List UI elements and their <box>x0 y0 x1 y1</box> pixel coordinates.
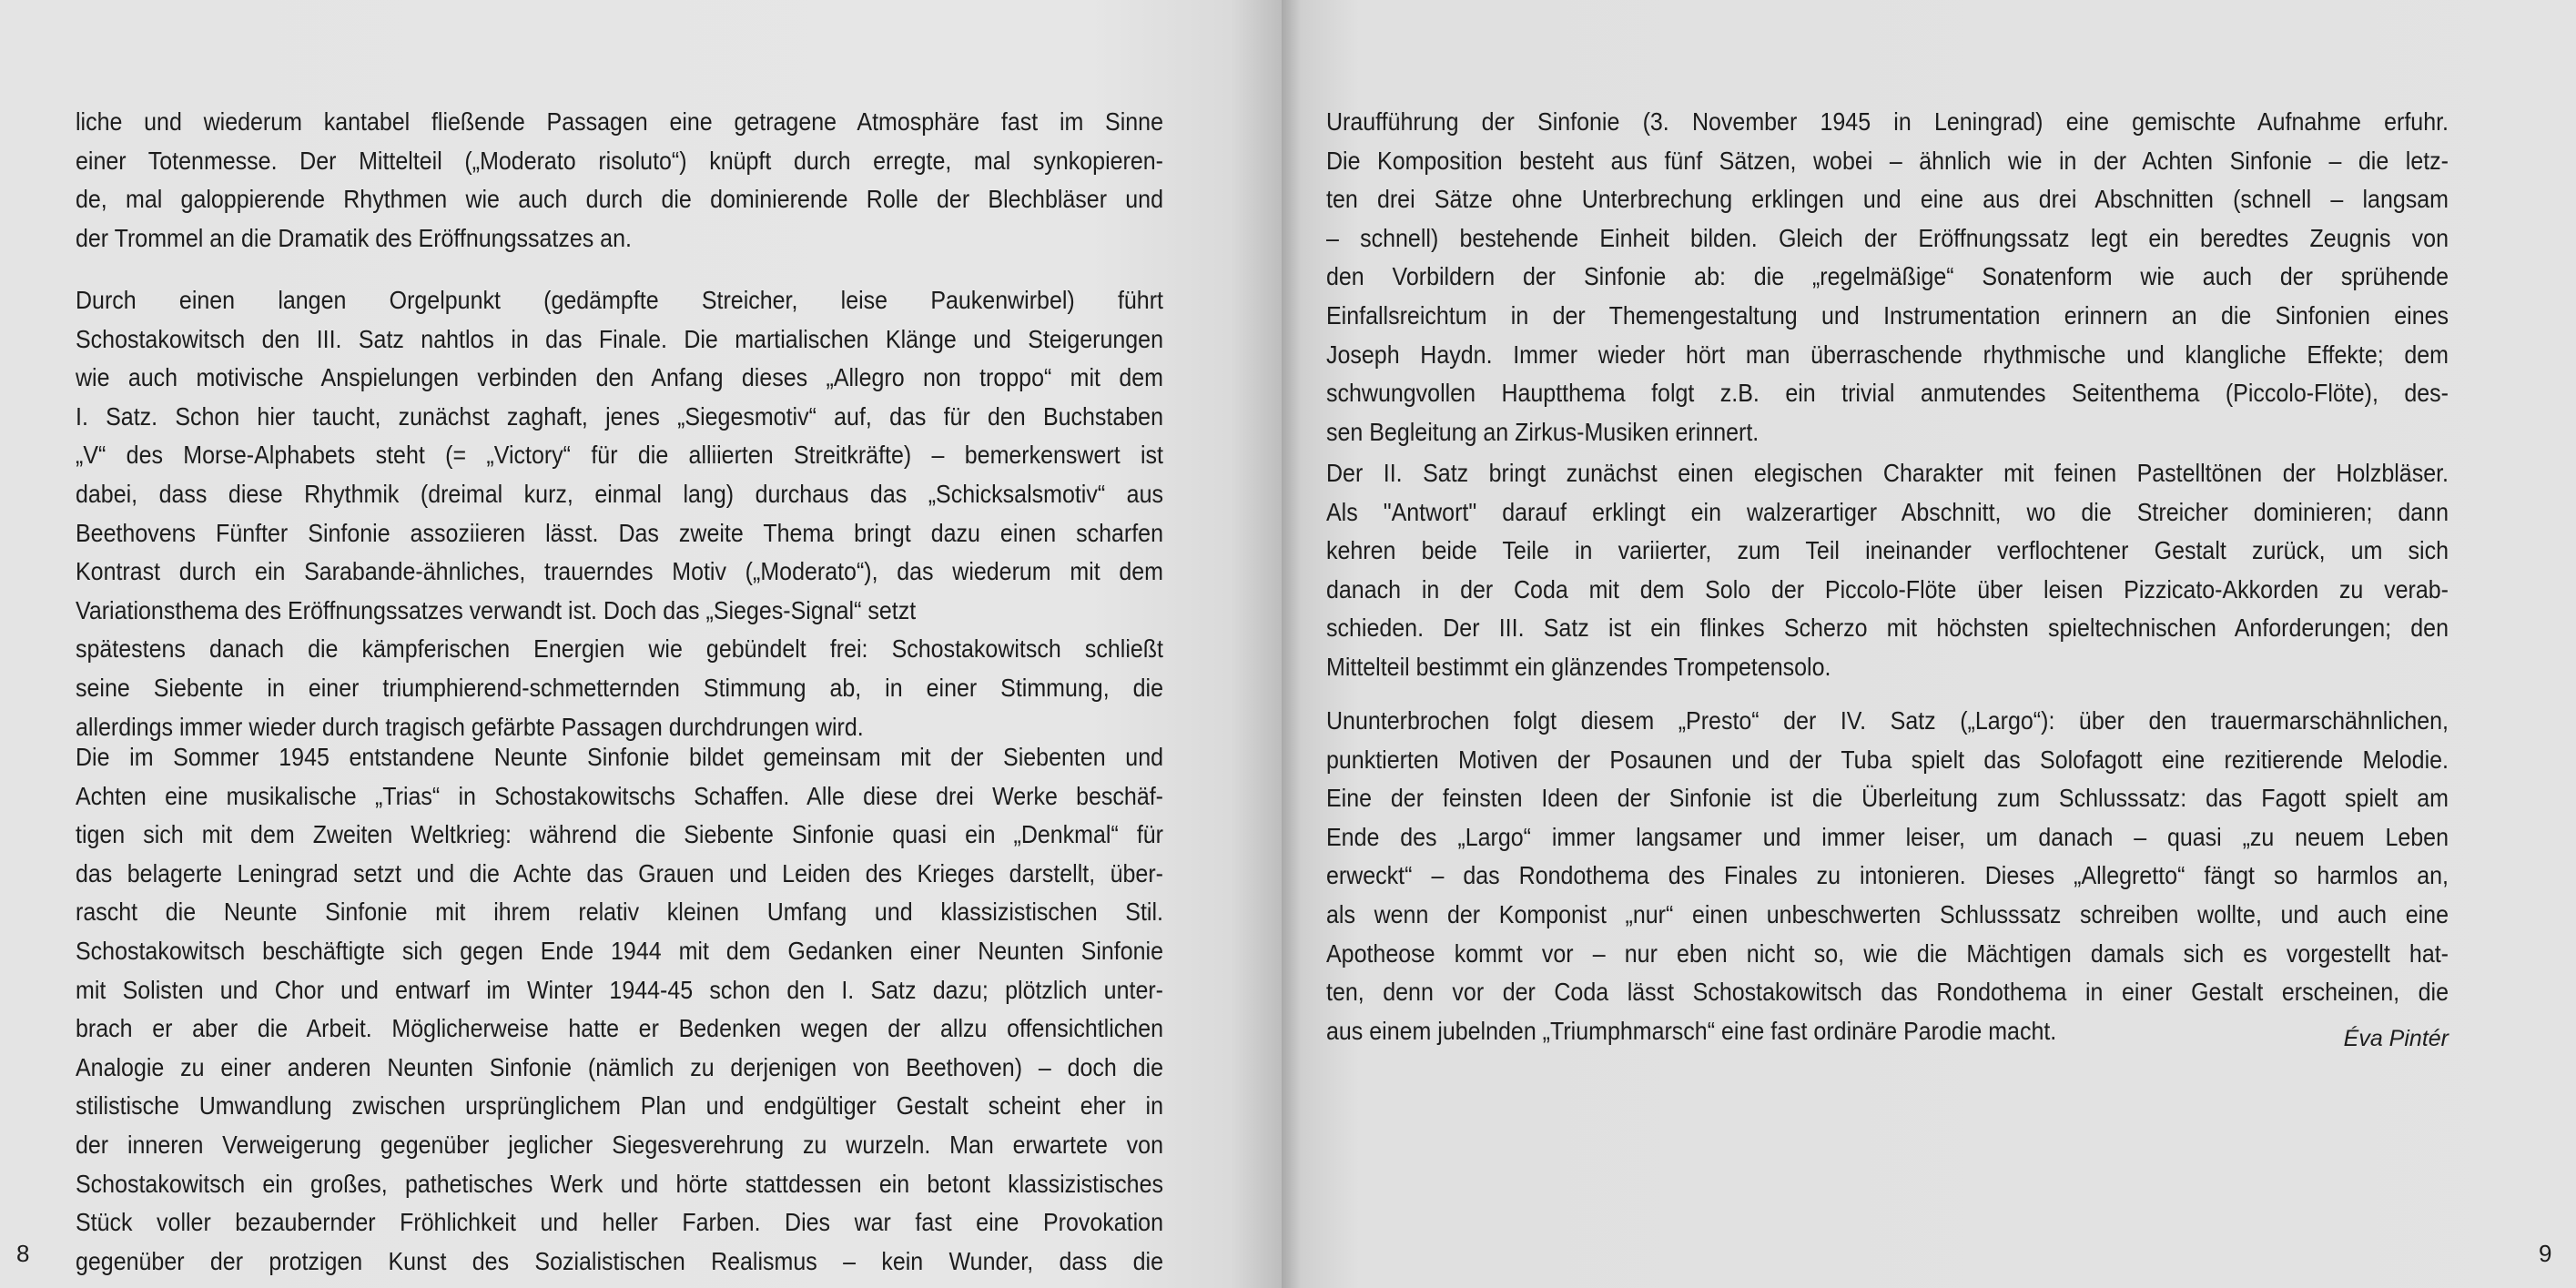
text-line: der Trommel an die Dramatik des Eröffnungssatzes an. <box>76 224 632 253</box>
text-line: Die im Sommer 1945 entstandene Neunte Sinfonie bildet gemeinsam mit der Siebenten und <box>76 743 1163 772</box>
paragraph <box>1326 103 2449 451</box>
text-line: punktierten Motiven der Posaunen und der Tuba spielt das Solofagott eine rezitierende Melodie. <box>1326 745 2449 775</box>
text-line: Als "Antwort" darauf erklingt ein walzerartiger Abschnitt, wo die Streicher dominieren; dann <box>1326 497 2449 527</box>
text-line: stilistische Umwandlung zwischen ursprünglichem Plan und endgültiger Gestalt scheint eher in <box>76 1091 1163 1121</box>
text-line: ten drei Sätze ohne Unterbrechung erklingen und eine aus drei Abschnitten (schnell – langsam <box>1326 185 2449 214</box>
text-line: rascht die Neunte Sinfonie mit ihrem relativ kleinen Umfang und klassizistischen Stil. <box>76 898 1163 928</box>
text-line: dabei, dass diese Rhythmik (dreimal kurz, einmal lang) durchaus das „Schicksalsmotiv“ aus <box>76 480 1163 509</box>
text-line: spätestens danach die kämpferischen Energien wie gebündelt frei: Schostakowitsch schließt <box>76 634 1163 664</box>
text-line: ten, denn vor der Coda lässt Schostakowitsch das Rondothema in einer Gestalt erscheinen, die <box>1326 978 2449 1007</box>
text-line: Die Komposition besteht aus fünf Sätzen, wobei – ähnlich wie in der Achten Sinfonie – die letz- <box>1326 146 2449 176</box>
text-line: Schostakowitsch den III. Satz nahtlos in das Finale. Die martialischen Klänge und Steigerungen <box>76 324 1163 354</box>
text-line: „V“ des Morse-Alphabets steht (= „Victory“ für die alliierten Streitkräfte) – bemerkenswert ist <box>76 441 1163 471</box>
text-line: Joseph Haydn. Immer wieder hört man überraschende rhythmische und klangliche Effekte; dem <box>1326 340 2449 370</box>
text-line: Achten eine musikalische „Trias“ in Schostakowitschs Schaffen. Alle diese drei Werke beschäf- <box>76 781 1163 811</box>
text-line: Eine der feinsten Ideen der Sinfonie ist die Überleitung zum Schlusssatz: das Fagott spielt am <box>1326 784 2449 813</box>
text-line: Variationsthema des Eröffnungssatzes verwandt ist. Doch das „Sieges-Signal“ setzt <box>76 596 917 625</box>
text-line: Schostakowitsch beschäftigte sich gegen Ende 1944 mit dem Gedanken einer Neunten Sinfonie <box>76 937 1163 966</box>
text-line: Der II. Satz bringt zunächst einen elegischen Charakter mit feinen Pastelltönen der Holzbläser. <box>1326 459 2449 488</box>
text-line: allerdings immer wieder durch tragisch gefärbte Passagen durchdrungen wird. <box>76 712 864 742</box>
text-line: Ende des „Largo“ immer langsamer und immer leiser, um danach – quasi „zu neuem Leben <box>1326 823 2449 852</box>
text-line: Durch einen langen Orgelpunkt (gedämpfte Streicher, leise Paukenwirbel) führt <box>76 286 1163 315</box>
text-line: mit Solisten und Chor und entwarf im Winter 1944-45 schon den I. Satz dazu; plötzlich unter- <box>76 975 1163 1005</box>
text-line: einer Totenmesse. Der Mittelteil („Moderato risoluto“) knüpft durch erregte, mal synkopieren- <box>76 146 1163 176</box>
text-line: kehren beide Teile in variierter, zum Teil ineinander verflochtener Gestalt zurück, um sich <box>1326 536 2449 565</box>
text-line: schwungvollen Hauptthema folgt z.B. ein trivial anmutendes Seitenthema (Piccolo-Flöte), des- <box>1326 379 2449 408</box>
text-line: brach er aber die Arbeit. Möglicherweise hatte er Bedenken wegen der allzu offensichtlichen <box>76 1014 1163 1043</box>
text-line: erweckt“ – das Rondothema des Finales zu intonieren. Dieses „Allegretto“ fängt so harmlos an, <box>1326 861 2449 891</box>
text-line: Ununterbrochen folgt diesem „Presto“ der IV. Satz („Largo“): über den trauermarschähnlichen, <box>1326 706 2449 735</box>
text-line: I. Satz. Schon hier taucht, zunächst zaghaft, jenes „Siegesmotiv“ auf, das für den Buchstaben <box>76 402 1163 431</box>
text-line: als wenn der Komponist „nur“ einen unbeschwerten Schlusssatz schreiben wollte, und auch eine <box>1326 900 2449 929</box>
text-line: Beethovens Fünfter Sinfonie assoziieren lässt. Das zweite Thema bringt dazu einen scharfen <box>76 518 1163 548</box>
text-line: Kontrast durch ein Sarabande-ähnliches, trauerndes Motiv („Moderato“), das wiederum mit dem <box>76 557 1163 586</box>
paragraph <box>76 103 1163 258</box>
text-line: liche und wiederum kantabel fließende Passagen eine getragene Atmosphäre fast im Sinne <box>76 107 1163 137</box>
text-line: seine Siebente in einer triumphierend-schmetternden Stimmung ab, in einer Stimmung, die <box>76 674 1163 703</box>
text-line: wie auch motivische Anspielungen verbinden den Anfang dieses „Allegro non troppo“ mit dem <box>76 363 1163 392</box>
text-line: Einfallsreichtum in der Themengestaltung und Instrumentation erinnern an die Sinfonien eines <box>1326 301 2449 330</box>
booklet-page-right <box>1282 0 2576 1288</box>
paragraph <box>1326 702 2449 1050</box>
text-line: aus einem jubelnden „Triumphmarsch“ eine fast ordinäre Parodie macht. <box>1326 1017 2057 1046</box>
text-line: den Vorbildern der Sinfonie ab: die „regelmäßige“ Sonatenform wie auch der sprühende <box>1326 262 2449 292</box>
text-line: der inneren Verweigerung gegenüber jeglicher Siegesverehrung zu wurzeln. Man erwartete von <box>76 1131 1163 1160</box>
page-number: 9 <box>2539 1240 2552 1267</box>
text-line: Uraufführung der Sinfonie (3. November 1945 in Leningrad) eine gemischte Aufnahme erfuhr. <box>1326 107 2449 137</box>
text-line: schieden. Der III. Satz ist ein flinkes Scherzo mit höchsten spieltechnischen Anforderungen; den <box>1326 614 2449 644</box>
text-line: danach in der Coda mit dem Solo der Piccolo-Flöte über leisen Pizzicato-Akkorden zu verab- <box>1326 575 2449 604</box>
text-line: Schostakowitsch ein großes, pathetisches Werk und hörte stattdessen ein betont klassizistisches <box>76 1169 1163 1199</box>
text-line: das belagerte Leningrad setzt und die Achte das Grauen und Leiden des Krieges darstellt, über- <box>76 859 1163 888</box>
text-line: Mittelteil bestimmt ein glänzendes Trompetensolo. <box>1326 653 1831 682</box>
text-line: sen Begleitung an Zirkus-Musiken erinnert. <box>1326 418 1760 447</box>
text-line: Analogie zu einer anderen Neunten Sinfonie (nämlich zu derjenigen von Beethoven) – doch die <box>76 1053 1163 1082</box>
paragraph <box>76 281 1163 746</box>
text-line: Apotheose kommt vor – nur eben nicht so, wie die Mächtigen damals sich es vorgestellt hat- <box>1326 938 2449 969</box>
paragraph <box>76 738 1163 1281</box>
text-line: de, mal galoppierende Rhythmen wie auch durch die dominierende Rolle der Blechbläser und <box>76 185 1163 214</box>
booklet-page-left <box>0 0 1282 1288</box>
text-line: – schnell) bestehende Einheit bilden. Gleich der Eröffnungssatz legt ein beredtes Zeugnis von <box>1326 224 2449 253</box>
author-signature: Éva Pintér <box>2343 1026 2449 1051</box>
text-line: tigen sich mit dem Zweiten Weltkrieg: während die Siebente Sinfonie quasi ein „Denkmal“ für <box>76 820 1163 849</box>
paragraph <box>1326 454 2449 687</box>
text-line: gegenüber der protzigen Kunst des Sozialistischen Realismus – kein Wunder, dass die <box>76 1247 1163 1276</box>
page-number: 8 <box>16 1240 30 1267</box>
text-line: Stück voller bezaubernder Fröhlichkeit und heller Farben. Dies war fast eine Provokation <box>76 1208 1163 1237</box>
